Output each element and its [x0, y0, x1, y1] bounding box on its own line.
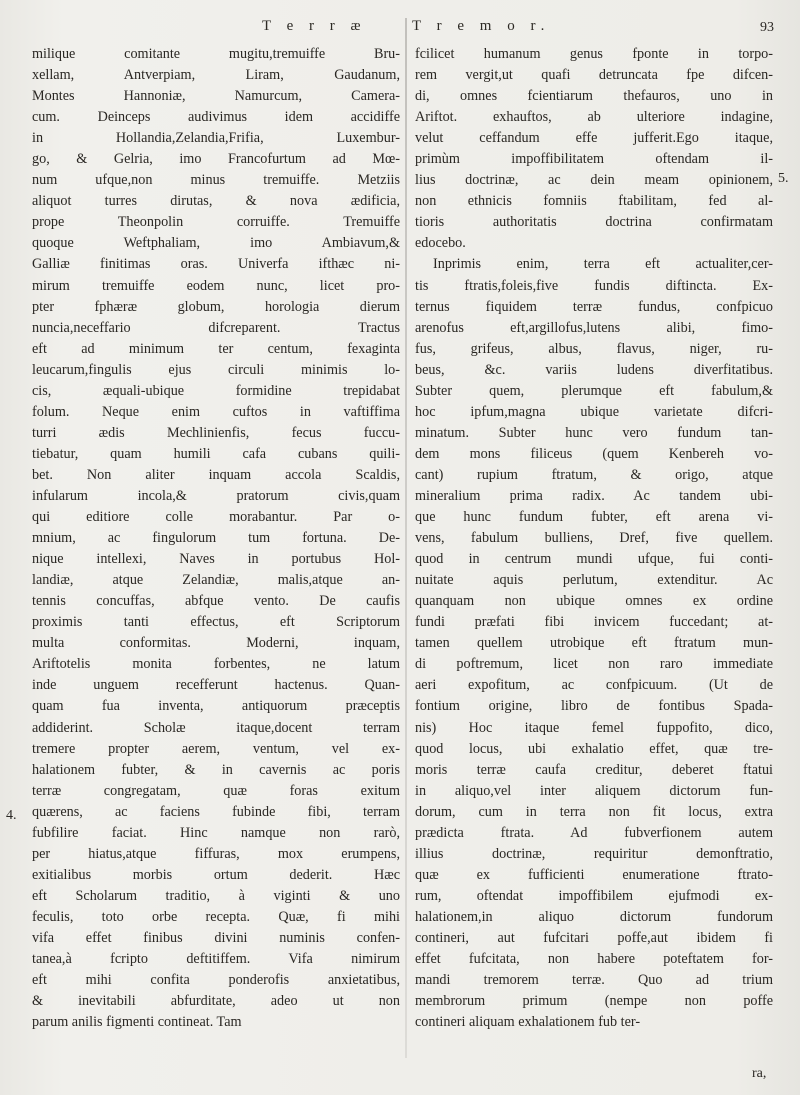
text-line: in Hollandia,Zelandia,Frifia, Luxembur-: [32, 130, 400, 147]
text-line: prope Theonpolin corruiffe. Tremuiffe: [32, 214, 400, 231]
text-line: di, omnes fcientiarum thefauros, uno in: [415, 88, 773, 105]
text-line: halationem fubter, & in cavernis ac poris: [32, 761, 400, 778]
text-line: mineralium prima radix. Ac tandem ubi-: [415, 487, 773, 504]
text-line: feculis, toto orbe recepta. Quæ, fi mihi: [32, 908, 400, 925]
text-line: eft mihi confita ponderofis anxietatibus,: [32, 972, 400, 989]
text-line: exitialibus morbis ortum dederit. Hæc: [32, 866, 400, 883]
text-line: eft ad minimum ter centum, fexaginta: [32, 340, 400, 357]
text-line: aeri expofitum, ac confpicuum. (Ut de: [415, 677, 773, 694]
text-line: milique comitante mugitu,tremuiffe Bru-: [32, 46, 400, 62]
text-line: cis, æquali-ubique formidine trepidabat: [32, 382, 400, 399]
text-line: fundi præfati fibi invicem fuccedant; at-: [415, 614, 773, 631]
text-line: Ariftot. exhauftos, ab ulteriore indagine,: [415, 109, 773, 126]
text-line: quoque Weftphaliam, imo Ambiavum,&: [32, 235, 400, 252]
text-line: fcilicet humanum genus fponte in torpo-: [415, 46, 773, 62]
text-line: tamen quellem utrobique eft ftratum mun-: [415, 635, 773, 652]
text-line: tanea,à fcripto deftitiffem. Vifa nimirum: [32, 951, 400, 968]
text-line: tioris authoritatis doctrina confirmatam: [415, 214, 773, 231]
text-line: folum. Neque enim cuftos in vaftiffima: [32, 403, 400, 420]
text-line: contineri aliquam exhalationem fub ter-: [415, 1014, 641, 1031]
text-line: xellam, Antverpiam, Liram, Gaudanum,: [32, 67, 400, 84]
text-line: membrorum primum (nempe non poffe: [415, 993, 773, 1010]
text-line: Inprimis enim, terra eft actualiter,cer-: [433, 256, 773, 273]
text-line: dorum, cum in terra non fit locus, extra: [415, 803, 773, 820]
text-line: proximis tanti effectus, eft Scriptorum: [32, 614, 400, 631]
text-line: quam fua inventa, antiquorum præceptis: [32, 698, 400, 715]
text-line: Ariftotelis monita forbentes, ne latum: [32, 656, 400, 673]
text-line: dem mons filiceus (quem Kenbereh vo-: [415, 445, 773, 462]
right-column-text: [415, 44, 773, 1033]
text-line: effet fufcitata, non habere poteftatem for-: [415, 951, 773, 968]
text-line: beus, &c. variis ludens diverfitatibus.: [415, 361, 773, 378]
text-line: multa conformitas. Moderni, inquam,: [32, 635, 400, 652]
text-line: pter fphæræ globum, horologia dierum: [32, 298, 400, 315]
text-line: fontium origine, libro de fontibus Spada-: [415, 698, 773, 715]
catchword: ra,: [752, 1066, 767, 1081]
text-line: mandi tremorem terræ. Quo ad trium: [415, 972, 773, 989]
text-line: bet. Non aliter inquam accola Scaldis,: [32, 466, 400, 483]
text-line: quod locus, ubi exhalatio effet, quæ tre-: [415, 740, 773, 757]
text-line: illius doctrinæ, requiritur demonftratio,: [415, 845, 773, 862]
text-line: eft Scholarum traditio, à viginti & uno: [32, 887, 400, 904]
text-line: contineri, aut fufcitari poffe,aut ibidem fi: [415, 929, 773, 946]
text-line: cant) rupium ftratum, & origo, atque: [415, 466, 773, 483]
text-line: halationem,in aliquo dictorum fundorum: [415, 908, 773, 925]
text-line: tiebatur, quam humili cafa cubans quili-: [32, 445, 400, 462]
text-line: infularum incola,& pratorum civis,quam: [32, 487, 400, 504]
text-line: landiæ, atque Zelandiæ, malis,atque an-: [32, 572, 400, 589]
running-head-right: T r e m o r.: [412, 18, 551, 34]
text-line: velut ceffandum effe jufferit.Ego itaque,: [415, 130, 773, 147]
text-line: prædicta ftrata. Ad fubverfionem autem: [415, 824, 773, 841]
text-line: Montes Hannoniæ, Namurcum, Camera-: [32, 88, 400, 105]
text-line: Subter quem, plerumque eft fabulum,&: [415, 382, 773, 399]
text-line: per hiatus,atque fiffuras, mox erumpens,: [32, 845, 400, 862]
text-line: moris terræ caufa creditur, deberet ftatui: [415, 761, 773, 778]
text-line: vifa effet finibus divini numinis confen-: [32, 929, 400, 946]
text-line: leucarum,fingulis ejus circuli minimis lo-: [32, 361, 400, 378]
left-column-text: [32, 44, 400, 1033]
text-line: nuitate aquis perlutum, extenditur. Ac: [415, 572, 773, 589]
text-line: primùm impoffibilitatem oftendam il-: [415, 151, 773, 168]
text-line: terræ congregatam, quæ foras exitum: [32, 782, 400, 799]
page-number: 93: [760, 20, 774, 35]
margin-note-right: 5.: [778, 171, 789, 186]
text-line: tis ftratis,foleis,five fundis diftincta. Ex-: [415, 277, 773, 294]
column-gutter: [405, 18, 407, 1058]
text-line: non ethnicis fomniis ftabilitam, fed al-: [415, 193, 773, 210]
running-head-left: T e r r æ: [262, 18, 367, 34]
text-line: vens, fabulum bulliens, Dref, five quellem.: [415, 530, 773, 547]
text-line: quæ ex fufficienti enumeratione ftrato-: [415, 866, 773, 883]
text-line: Galliæ finitimas oras. Univerfa ifthæc ni-: [32, 256, 400, 273]
text-line: parum anilis figmenti contineat. Tam: [32, 1014, 242, 1031]
text-line: quærens, ac faciens fubinde fibi, terram: [32, 803, 400, 820]
text-line: nuncia,neceffario difcreparent. Tractus: [32, 319, 400, 336]
text-line: tennis concuffas, abfque vento. De caufis: [32, 593, 400, 610]
text-line: quod in centrum mundi ufque, fui conti-: [415, 551, 773, 568]
text-line: aliquot turres dirutas, & nova ædificia,: [32, 193, 400, 210]
text-line: quanquam non ubique omnes ex ordine: [415, 593, 773, 610]
text-line: edocebo.: [415, 235, 466, 252]
text-line: in aliquo,vel inter aliquem dictorum fun-: [415, 782, 773, 799]
text-line: fus, grifeus, albus, flavus, niger, ru-: [415, 340, 773, 357]
text-line: rem vergit,ut quafi detruncata fpe difcen-: [415, 67, 773, 84]
text-line: arenofus eft,argillofus,lutens alibi, fimo-: [415, 319, 773, 336]
text-line: que hunc fundum fubter, eft arena vi-: [415, 509, 773, 526]
text-line: mnium, ac fingulorum tum fortuna. De-: [32, 530, 400, 547]
text-line: go, & Gelria, imo Francofurtum ad Mœ-: [32, 151, 400, 168]
text-line: di poftremum, licet non raro immediate: [415, 656, 773, 673]
text-line: hoc ipfum,magna ubique varietate difcri-: [415, 403, 773, 420]
text-line: ternus fiquidem terræ fundus, confpicuo: [415, 298, 773, 315]
text-line: mirum tremuiffe eodem nunc, licet pro-: [32, 277, 400, 294]
text-line: minatum. Subter hunc vero fundum tan-: [415, 424, 773, 441]
text-line: lius doctrinæ, ac dein meam opinionem,: [415, 172, 773, 189]
text-line: num ufque,non minus tremuiffe. Metziis: [32, 172, 400, 189]
text-line: tremere propter aerem, ventum, vel ex-: [32, 740, 400, 757]
text-line: fubfilire faciat. Hinc namque non rarò,: [32, 824, 400, 841]
text-line: rum, oftendat impoffibilem ejufmodi ex-: [415, 887, 773, 904]
text-line: turri ædis Mechlinienfis, fecus fuccu-: [32, 424, 400, 441]
text-line: cum. Deinceps audivimus idem accidiffe: [32, 109, 400, 126]
text-line: inde unguem recefferunt hactenus. Quan-: [32, 677, 400, 694]
text-line: nique intellexi, Naves in portubus Hol-: [32, 551, 400, 568]
margin-note-left: 4.: [6, 808, 17, 823]
text-line: qui editiore colle morabantur. Par o-: [32, 509, 400, 526]
text-line: nis) Hoc itaque femel fuppofito, dico,: [415, 719, 773, 736]
text-line: addiderint. Scholæ itaque,docent terram: [32, 719, 400, 736]
text-line: & inevitabili abfurditate, adeo ut non: [32, 993, 400, 1010]
